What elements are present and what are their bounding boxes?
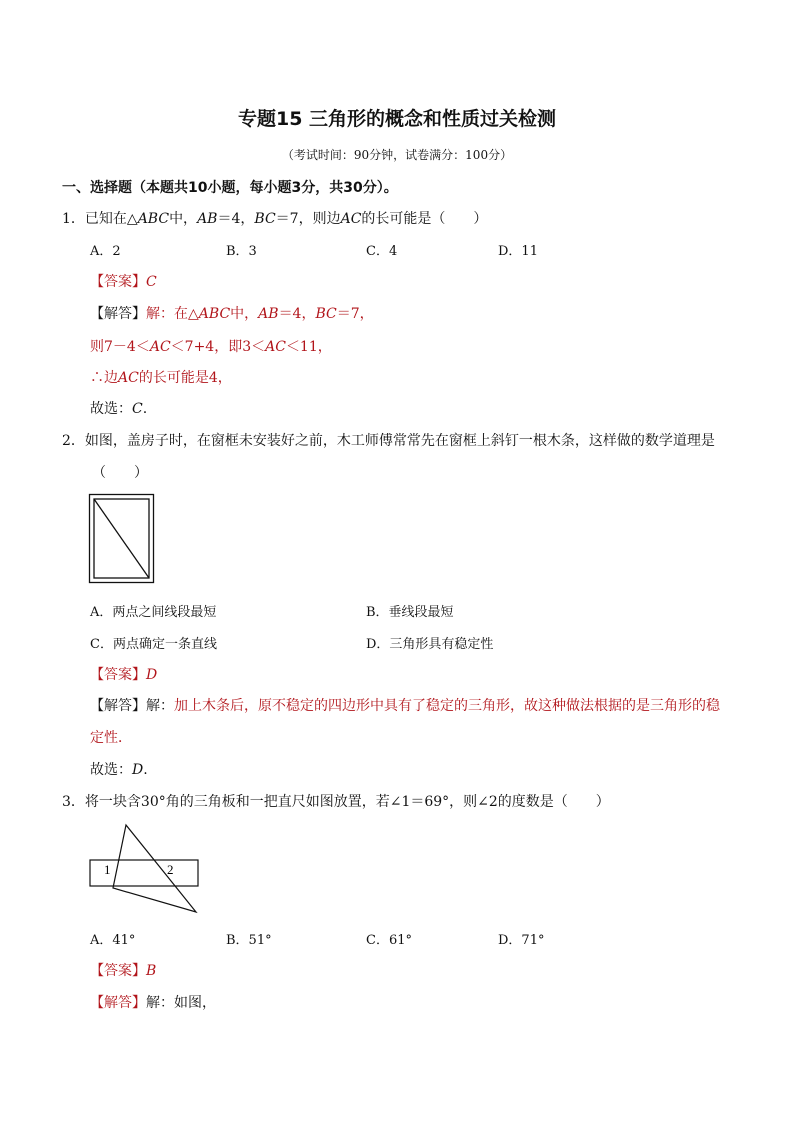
question-2-choice: 故选：D. — [90, 762, 148, 778]
page-title: 专题15 三角形的概念和性质过关检测 — [237, 108, 557, 130]
set-square-triangle — [113, 825, 196, 912]
question-1-solution-line-1: 【解答】解：在△ABC中，AB＝4，BC＝7， — [90, 306, 374, 322]
angle-1-label: 1 — [104, 862, 111, 877]
angle-2-label: 2 — [167, 862, 174, 877]
question-2-stem-line-1: 2．如图，盖房子时，在窗框未安装好之前，木工师傅常常先在窗框上斜钉一根木条，这样做的数学道理是 — [62, 433, 715, 449]
question-1-choice: 故选：C. — [90, 401, 148, 417]
window-frame-figure — [88, 492, 158, 586]
question-3-answer: 【答案】B — [90, 963, 157, 979]
question-3-solution: 【解答】解：如图， — [90, 995, 216, 1011]
question-1-stem: 1．已知在△ABC中，AB＝4，BC＝7，则边AC的长可能是（ ） — [62, 211, 488, 227]
question-2-stem-line-2: （ ） — [92, 465, 148, 481]
question-2-option-d: D．三角形具有稳定性 — [366, 637, 494, 652]
question-1-answer: 【答案】C — [90, 274, 157, 290]
ruler-triangle-figure — [88, 820, 202, 916]
diagonal-brace — [94, 499, 149, 578]
question-1-solution-line-3: ∴边AC的长可能是4， — [90, 370, 232, 386]
question-1-option-b: B．3 — [226, 244, 257, 259]
question-3-option-a: A．41° — [90, 933, 136, 948]
question-1-option-a: A．2 — [90, 244, 121, 259]
question-3-option-b: B．51° — [226, 933, 272, 948]
question-1-solution-line-2: 则7－4＜AC＜7+4，即3＜AC＜11， — [90, 339, 332, 355]
question-2-option-a: A．两点之间线段最短 — [90, 605, 217, 620]
question-2-answer: 【答案】D — [90, 667, 158, 683]
question-1-option-d: D．11 — [498, 244, 538, 259]
question-1-option-c: C．4 — [366, 244, 398, 259]
exam-info: （考试时间：90分钟，试卷满分：100分） — [281, 148, 513, 162]
question-2-option-b: B．垂线段最短 — [366, 605, 454, 620]
question-2-solution-line-2: 定性． — [90, 730, 132, 746]
question-3-option-d: D．71° — [498, 933, 545, 948]
question-2-solution-line-1: 【解答】解：加上木条后，原不稳定的四边形中具有了稳定的三角形，故这种做法根据的是三角形的稳 — [90, 698, 720, 714]
question-2-option-c: C．两点确定一条直线 — [90, 637, 217, 652]
section-heading: 一、选择题（本题共10小题，每小题3分，共30分）。 — [62, 180, 398, 196]
question-3-stem: 3．将一块含30°角的三角板和一把直尺如图放置，若∠1＝69°，则∠2的度数是（ ） — [62, 794, 610, 810]
question-3-option-c: C．61° — [366, 933, 412, 948]
